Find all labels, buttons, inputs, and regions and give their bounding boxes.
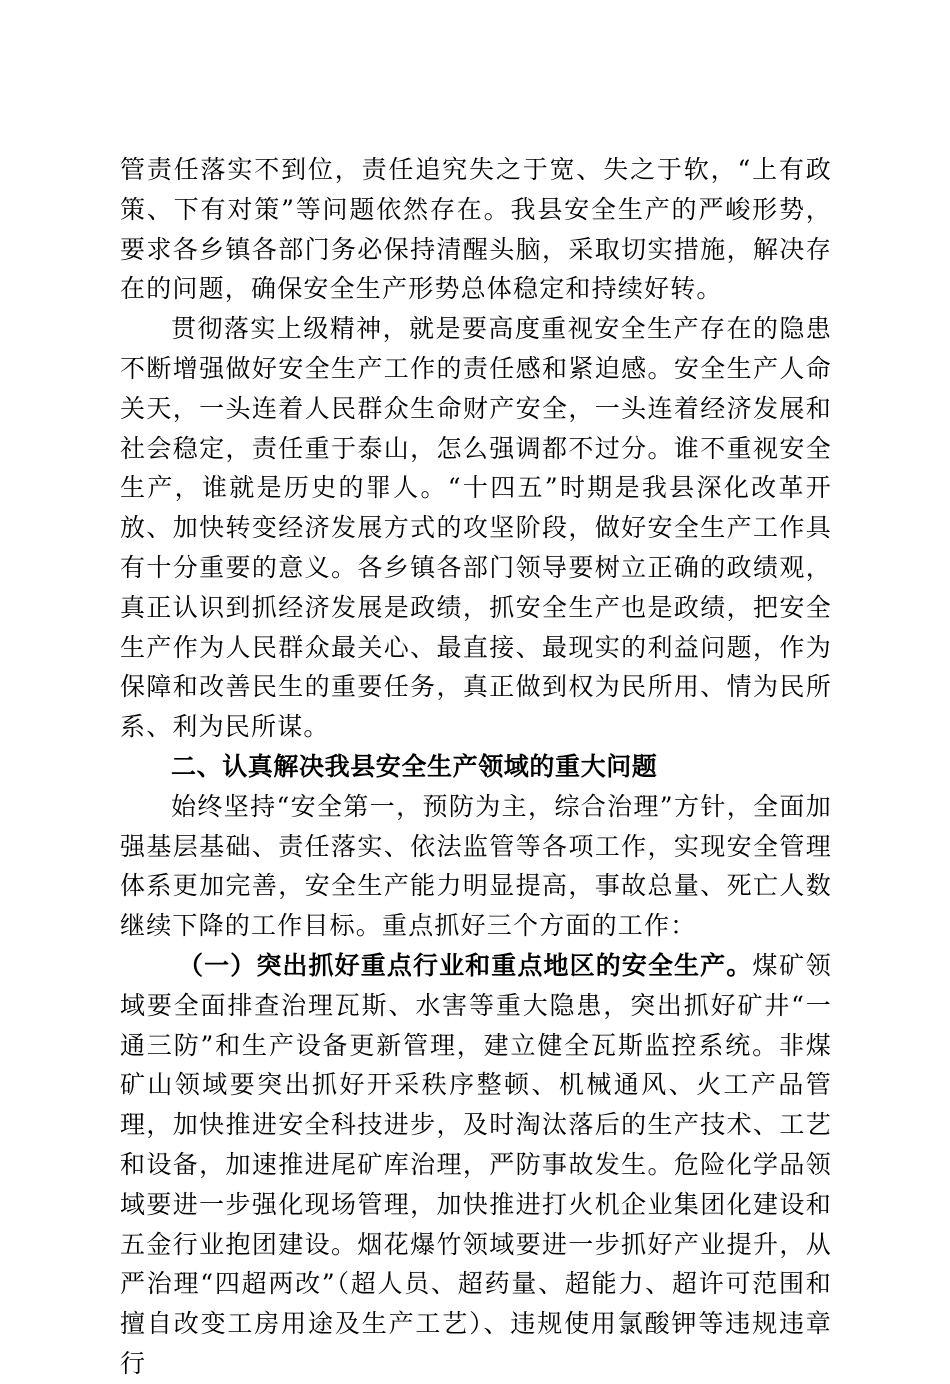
paragraph-guiding-principle: 始终坚持“安全第一，预防为主，综合治理”方针，全面加强基层基础、责任落实、依法监管等各项工作，实现安全管理体系更加完善，安全生产能力明显提高，事故总量、死亡人数继续下降的工作目标。重点抓好三个方面的工作：	[120, 791, 832, 941]
paragraph-key-industries	[120, 946, 832, 1384]
document-body	[120, 150, 832, 1384]
paragraph-key-industries-text: 煤矿领域要全面排查治理瓦斯、水害等重大隐患，突出抓好矿井“一通三防”和生产设备更新管理，建立健全瓦斯监控系统。非煤矿山领域要突出抓好开采秩序整顿、机械通风、火工产品管理，加快推进安全科技进步，及时淘汰落后的生产技术、工艺和设备，加速推进尾矿库治理，严防事故发生。危险化学品领域要进一步强化现场管理，加快推进打火机企业集团化建设和五金行业抱团建设。烟花爆竹领域要进一步抓好产业提升，从严治理“四超两改”（超人员、超药量、超能力、超许可范围和擅自改变工房用途及生产工艺）、违规使用氯酸钾等违规违章行	[120, 950, 832, 1378]
subsection-heading-1: （一）突出抓好重点行业和重点地区的安全生产。	[178, 950, 753, 980]
paragraph-implement-spirit: 贯彻落实上级精神，就是要高度重视安全生产存在的隐患不断增强做好安全生产工作的责任感和紧迫感。安全生产人命关天，一头连着人民群众生命财产安全，一头连着经济发展和社会稳定，责任重于泰山，怎么强调都不过分。谁不重视安全生产，谁就是历史的罪人。“十四五”时期是我县深化改革开放、加快转变经济发展方式的攻坚阶段，做好安全生产工作具有十分重要的意义。各乡镇各部门领导要树立正确的政绩观，真正认识到抓经济发展是政绩，抓安全生产也是政绩，把安全生产作为人民群众最关心、最直接、最现实的利益问题，作为保障和改善民生的重要任务，真正做到权为民所用、情为民所系、利为民所谋。	[120, 314, 832, 742]
section-heading-2: 二、认真解决我县安全生产领域的重大问题	[171, 751, 658, 781]
paragraph-continued: 管责任落实不到位，责任追究失之于宽、失之于软，“上有政策、下有对策”等问题依然存在。我县安全生产的严峻形势，要求各乡镇各部门务必保持清醒头脑，采取切实措施，解决存在的问题，确保安全生产形势总体稳定和持续好转。	[120, 155, 832, 304]
